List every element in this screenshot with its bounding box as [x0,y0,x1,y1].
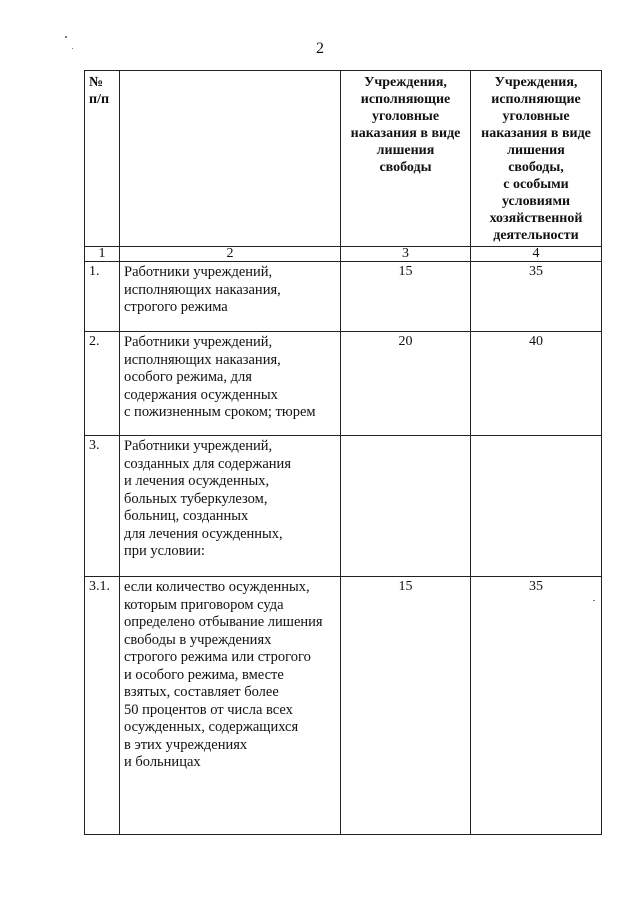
page-number: 2 [316,40,324,57]
row-value-general: 15 [341,262,471,332]
row-value-general: 20 [341,332,471,436]
row-number: 2. [85,332,120,436]
column-index: 2 [120,247,341,262]
column-index: 4 [471,247,602,262]
header-row [85,71,602,247]
column-index: 1 [85,247,120,262]
row-value-special: 35 [471,577,602,835]
header-description [120,71,341,247]
table-row [85,436,602,577]
row-value-general [341,436,471,577]
row-description: если количество осужденных, которым приговором суда определено отбывание лишения свободы в учреждениях строгого режима или строгого и особого режима, вместе взятых, составляет более 50 процентов от числа всех осужденных, содержащихся в этих учреждениях и больницах [120,577,341,835]
data-table [84,70,602,835]
row-value-special [471,436,602,577]
header-institutions-special: Учреждения, исполняющие уголовные наказания в виде лишения свободы, с особыми условиями хозяйственной деятельности [471,71,602,247]
header-number: № п/п [85,71,120,247]
row-value-special: 35 [471,262,602,332]
table-row [85,577,602,835]
column-index: 3 [341,247,471,262]
row-number: 1. [85,262,120,332]
header-institutions: Учреждения, исполняющие уголовные наказания в виде лишения свободы [341,71,471,247]
row-number: 3.1. [85,577,120,835]
row-description: Работники учреждений, исполняющих наказания, особого режима, для содержания осужденных с пожизненным сроком; тюрем [120,332,341,436]
table-row [85,332,602,436]
table-row [85,262,602,332]
row-number: 3. [85,436,120,577]
row-description: Работники учреждений, созданных для содержания и лечения осужденных, больных туберкулезом, больниц, созданных для лечения осужденных, при условии: [120,436,341,577]
row-value-special: 40 [471,332,602,436]
scan-mark [65,36,67,38]
row-description: Работники учреждений, исполняющих наказания, строгого режима [120,262,341,332]
row-value-general: 15 [341,577,471,835]
scan-mark [72,48,73,49]
column-index-row [85,247,602,262]
